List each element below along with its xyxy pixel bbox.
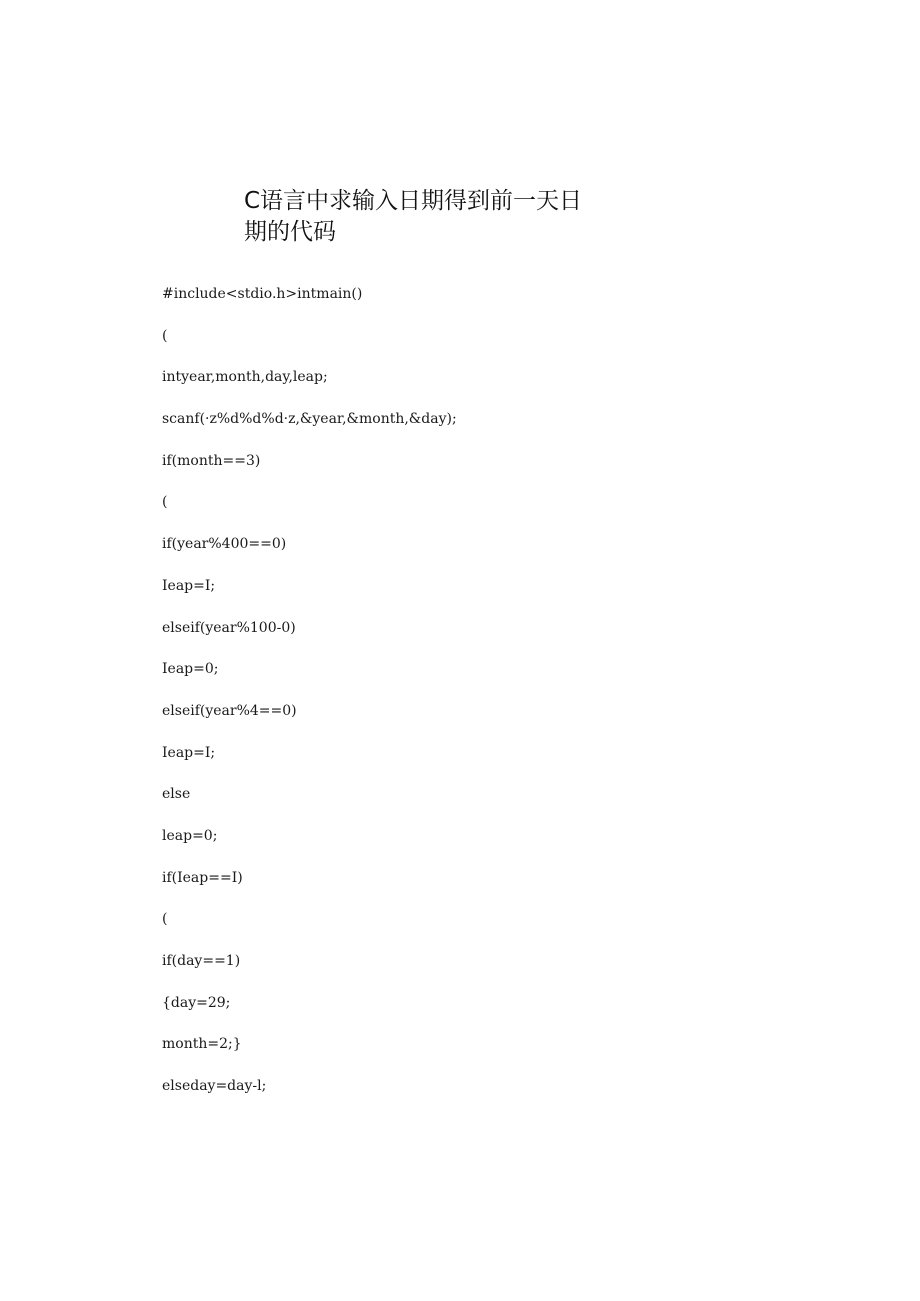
code-line: ( (162, 494, 168, 511)
code-line: {day=29; (162, 994, 231, 1011)
code-line: elseif(year%100-0) (162, 619, 296, 636)
code-line: if(month==3) (162, 452, 261, 469)
code-line: #include<stdio.h>intmain() (162, 286, 363, 302)
code-line: Ieap=I; (162, 744, 216, 761)
code-line: if(year%400==0) (162, 536, 287, 553)
code-line: if(day==1) (162, 953, 241, 969)
code-line: intyear,month,day,leap; (162, 369, 328, 386)
code-line: scanf(·z%d%d%d·z,&year,&month,&day); (162, 411, 457, 428)
code-line: ( (162, 327, 168, 344)
code-line: else (162, 786, 191, 803)
code-line: elseday=day-l; (162, 1078, 267, 1095)
code-line: leap=0; (162, 827, 218, 844)
code-line: month=2;} (162, 1036, 242, 1053)
code-line: if(Ieap==I) (162, 869, 243, 886)
code-line: elseif(year%4==0) (162, 702, 297, 719)
code-line: Ieap=I; (162, 577, 216, 594)
document-title: C语言中求输入日期得到前一天日期的代码 (244, 188, 583, 245)
code-block (162, 282, 457, 1116)
code-line: Ieap=0; (162, 661, 219, 678)
code-line: ( (162, 911, 168, 928)
